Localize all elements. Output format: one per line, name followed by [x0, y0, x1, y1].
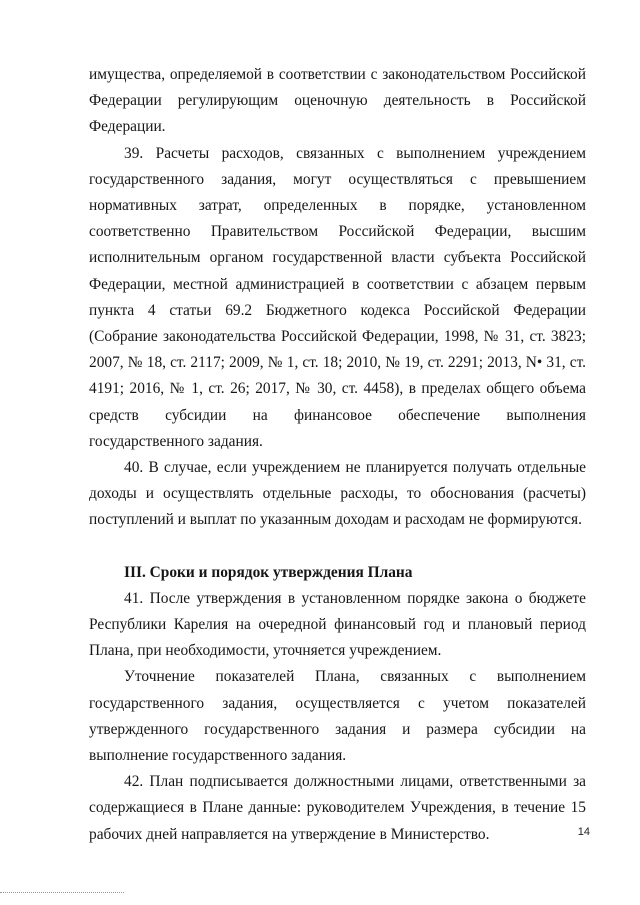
paragraph-continuation: имущества, определяемой в соответствии с законодательством Российской Федерации регулирующим оценочную деятельность в Российской Федерации.	[89, 66, 586, 136]
section-heading: III. Сроки и порядок утверждения Плана	[124, 563, 413, 581]
paragraph-41: 41. После утверждения в установленном порядке закона о бюджете Республики Карелия на очередной финансовый год и плановый период Плана, при необходимости, уточняется учреждением.	[89, 589, 586, 660]
document-body	[89, 62, 586, 848]
paragraph-clarification: Уточнение показателей Плана, связанных с выполнением государственного задания, осуществляется с учетом показателей утвержденного государственного задания и размера субсидии на выполнение государственного задания.	[89, 668, 586, 765]
footer-rule	[0, 892, 124, 893]
paragraph-39: 39. Расчеты расходов, связанных с выполнением учреждением государственного задания, могут осуществляться с превышением нормативных затрат, определенных в порядке, установленном соответственно Правительством Российской Федерации, высшим исполнительным органом государственной власти субъекта Российской Федерации, местной администрацией в соответствии с абзацем первым пункта 4 статьи 69.2 Бюджетного кодекса Российской Федерации (Собрание законодательства Российской Федерации, 1998, № 31, ст. 3823; 2007, № 18, ст. 2117; 2009, № 1, ст. 18; 2010, № 19, ст. 2291; 2013, N• 31, ст. 4191; 2016, № 1, ст. 26; 2017, № 30, ст. 4458), в пределах общего объема средств субсидии на финансовое обеспечение выполнения государственного задания.	[89, 144, 586, 450]
paragraph-42: 42. План подписывается должностными лицами, ответственными за содержащиеся в Плане данные: руководителем Учреждения, в течение 15 рабочих дней направляется на утверждение в Министерство.	[89, 773, 586, 843]
paragraph-40: 40. В случае, если учреждением не планируется получать отдельные доходы и осуществлять отдельные расходы, то обоснования (расчеты) поступлений и выплат по указанным доходам и расходам не формируются.	[89, 459, 586, 529]
page-number: 14	[577, 826, 590, 838]
